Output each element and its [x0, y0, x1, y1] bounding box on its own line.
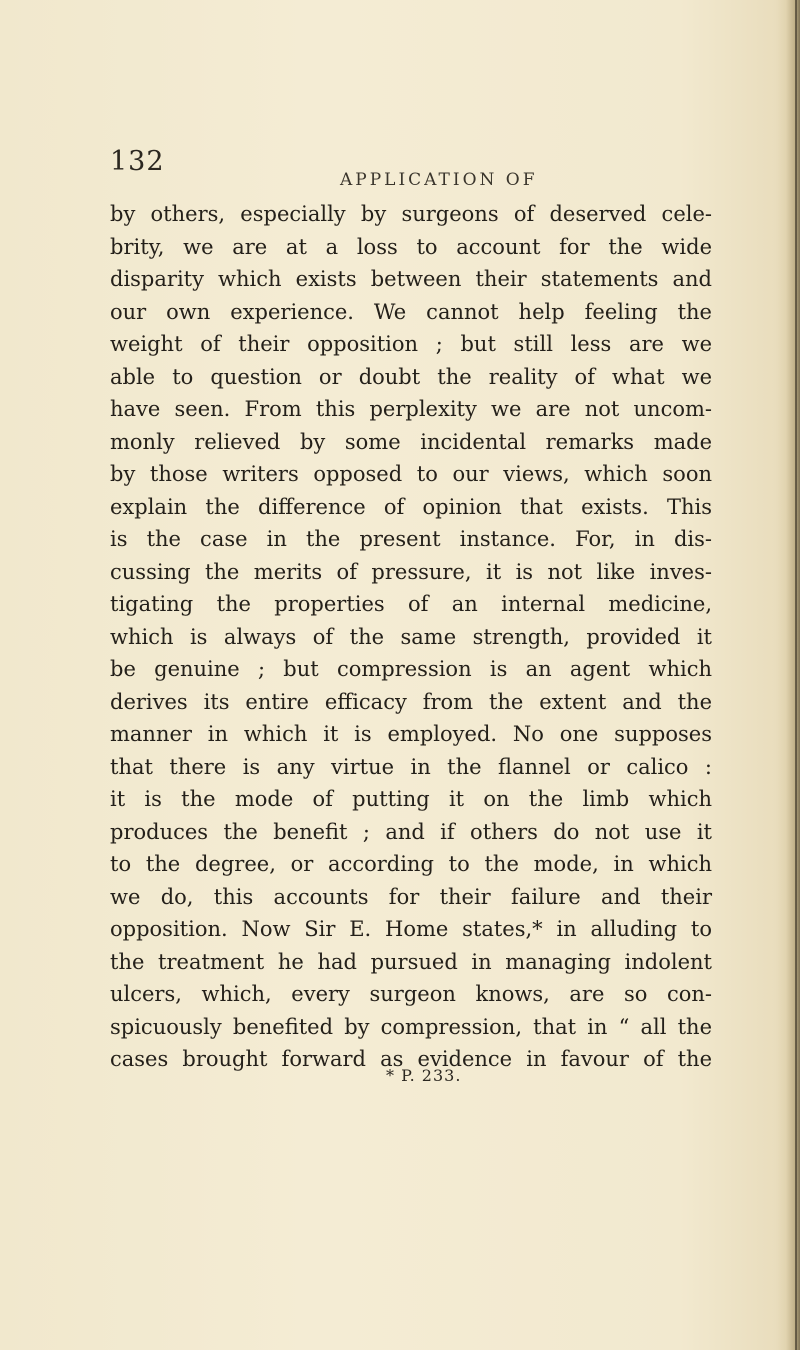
text-line: brity, we are at a loss to account for the wide — [110, 234, 712, 259]
body-text — [110, 198, 712, 1076]
page-edge-shadow — [786, 0, 800, 1350]
text-line: derives its entire efficacy from the extent and the — [110, 689, 712, 714]
text-line: the treatment he had pursued in managing indolent — [110, 949, 712, 974]
text-line: be genuine ; but compression is an agent which — [110, 657, 712, 681]
text-line: is the case in the present instance. For, in dis- — [110, 527, 712, 551]
text-line: which is always of the same strength, provided it — [110, 624, 712, 649]
page-edge-line — [795, 0, 797, 1350]
text-line: by those writers opposed to our views, which soon — [110, 462, 712, 486]
text-line: tigating the properties of an internal medicine, — [110, 592, 712, 616]
text-line: ulcers, which, every surgeon knows, are so con- — [110, 982, 712, 1006]
text-line: able to question or doubt the reality of what we — [110, 364, 712, 389]
text-line: cussing the merits of pressure, it is not like inves- — [110, 559, 712, 584]
text-line: explain the difference of opinion that exists. This — [110, 494, 712, 519]
text-line: manner in which it is employed. No one supposes — [110, 722, 712, 746]
text-line: by others, especially by surgeons of deserved cele- — [110, 202, 712, 226]
text-line: opposition. Now Sir E. Home states,* in alluding to — [110, 917, 712, 941]
text-line: our own experience. We cannot help feeling the — [110, 299, 712, 324]
footnote: * P. 233. — [386, 1066, 462, 1085]
text-line: monly relieved by some incidental remarks made — [110, 429, 712, 454]
text-line: cases brought forward as evidence in favour of the — [110, 1047, 712, 1071]
text-line: to the degree, or according to the mode, in which — [110, 852, 712, 876]
text-line: it is the mode of putting it on the limb which — [110, 787, 712, 811]
text-line: produces the benefit ; and if others do not use it — [110, 819, 712, 844]
text-line: we do, this accounts for their failure and their — [110, 884, 712, 909]
text-line: weight of their opposition ; but still less are we — [110, 332, 712, 356]
text-line: disparity which exists between their statements and — [110, 267, 712, 291]
text-line: have seen. From this perplexity we are not uncom- — [110, 397, 712, 421]
text-line: that there is any virtue in the flannel or calico : — [110, 754, 712, 779]
page-number: 132 — [110, 146, 165, 177]
text-line: spicuously benefited by compression, that in “ all the — [110, 1014, 712, 1039]
running-head: APPLICATION OF — [340, 170, 538, 190]
